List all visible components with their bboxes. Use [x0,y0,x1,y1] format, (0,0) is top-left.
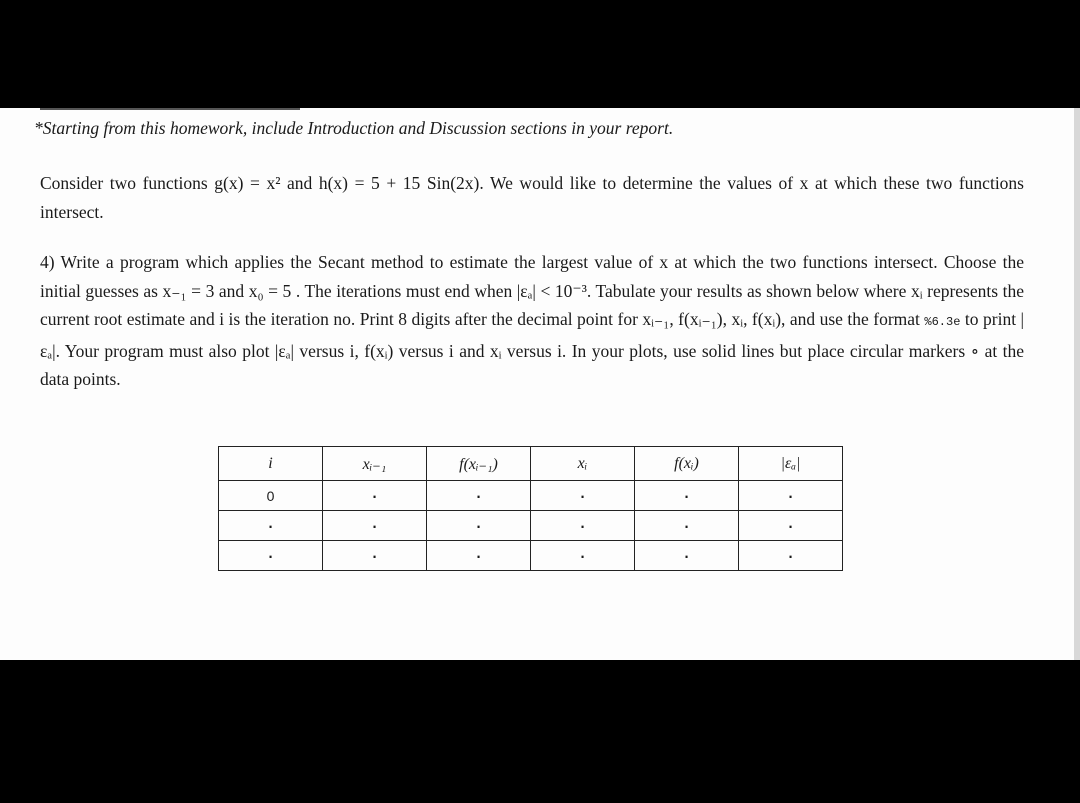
table-cell: · [635,541,739,571]
problem-line-1: 4) Write a program which applies the Secant method to estimate the largest value of x at which the two [40,252,797,272]
page-edge [1074,108,1080,660]
header-x-prev: xᵢ₋₁ [323,447,427,481]
header-f-x-prev: f(xᵢ₋₁) [427,447,531,481]
problem-line-5: print |εₐ|. Your program must also plot |εₐ| versus i, f(xᵢ) versus i and xᵢ versus i. In your plots, use solid [40,309,1025,361]
table-row [219,481,843,511]
problem-paragraph [40,248,1024,394]
table-cell: · [531,541,635,571]
table-cell: · [219,511,323,541]
table-cell: · [427,511,531,541]
table-cell: · [739,541,843,571]
document-page [0,108,1080,660]
table-cell: · [739,511,843,541]
table-cell: · [427,541,531,571]
table-cell: · [323,511,427,541]
header-i: i [219,447,323,481]
table-cell: · [323,481,427,511]
intro-paragraph: Consider two functions g(x) = x² and h(x) = 5 + 15 Sin(2x). We would like to determine the values of x at which these two functions intersect. [40,173,1024,222]
header-f-x-i: f(xᵢ) [635,447,739,481]
homework-note: *Starting from this homework, include Introduction and Discussion sections in your report. [34,118,674,138]
table-row [219,541,843,571]
format-code: %6.3e [924,315,961,329]
top-rule [40,108,300,110]
table-header-row [219,447,843,481]
problem-line-4: iteration no. Print 8 digits after the decimal point for xᵢ₋₁, f(xᵢ₋₁), xᵢ, f(xᵢ), and use the format [270,309,920,329]
problem-line-4-end: to [964,309,979,329]
table-cell: · [739,481,843,511]
problem-line-3: |εₐ| < 10⁻³. Tabulate your results as shown below where xᵢ represents the current root estimate and i is the [40,280,1024,329]
table-cell: · [635,481,739,511]
table-cell: · [635,511,739,541]
table-cell: · [427,481,531,511]
table-cell: · [323,541,427,571]
table-row [219,511,843,541]
table-cell: · [219,541,323,571]
table-cell: 0 [219,481,323,511]
problem-line-2: functions intersect. Choose the initial guesses as x₋₁ = 3 and x₀ = 5 . The iterations must end when [40,252,1025,301]
header-x-i: xᵢ [531,447,635,481]
problem-line-6: lines but place circular markers ∘ at the data points. [40,340,1025,389]
header-error: |εₐ| [739,447,843,481]
table-cell: · [531,481,635,511]
table-cell: · [531,511,635,541]
results-table [218,446,843,571]
